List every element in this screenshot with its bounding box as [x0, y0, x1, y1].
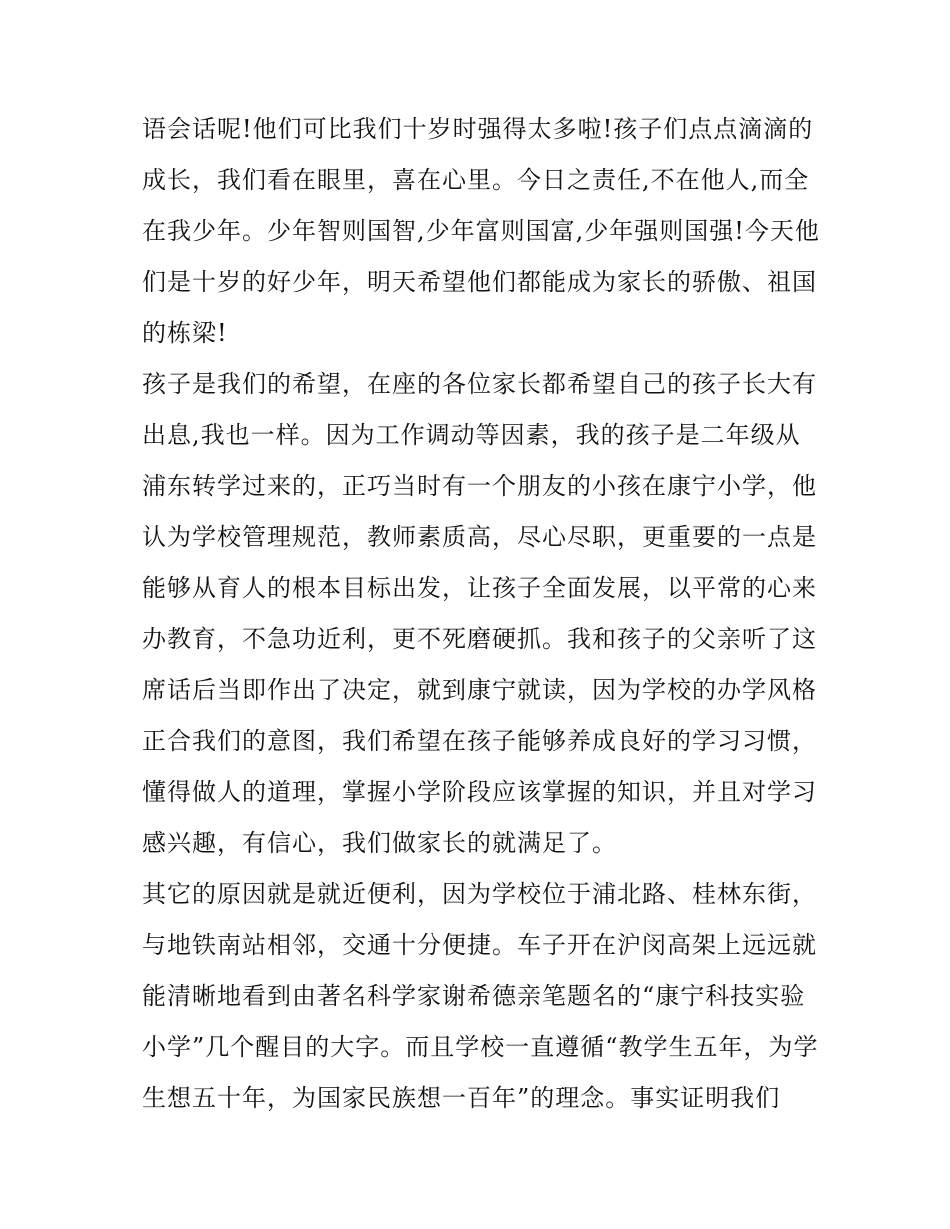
- document-body: [142, 104, 822, 1124]
- text-line: 认为学校管理规范，教师素质高，尽心尽职，更重要的一点是: [142, 523, 817, 551]
- text-line: 正合我们的意图，我们希望在孩子能够养成良好的学习习惯，: [142, 727, 817, 755]
- text-line: 其它的原因就是就近便利，因为学校位于浦北路、桂林东街，: [142, 880, 817, 908]
- text-line: 与地铁南站相邻，交通十分便捷。车子开在沪闵高架上远远就: [142, 931, 817, 959]
- text-line: 办教育，不急功近利，更不死磨硬抓。我和孩子的父亲听了这: [142, 625, 817, 653]
- text-line: 孩子是我们的希望，在座的各位家长都希望自己的孩子长大有: [142, 370, 817, 398]
- text-line: 席话后当即作出了决定，就到康宁就读，因为学校的办学风格: [142, 676, 817, 704]
- text-line: 的栋梁!: [142, 319, 228, 347]
- text-line: 感兴趣，有信心，我们做家长的就满足了。: [142, 829, 617, 857]
- text-line: 出息,我也一样。因为工作调动等因素，我的孩子是二年级从: [142, 421, 801, 449]
- text-line: 能清晰地看到由著名科学家谢希德亲笔题名的“康宁科技实验: [142, 982, 806, 1010]
- text-line: 浦东转学过来的，正巧当时有一个朋友的小孩在康宁小学，他: [142, 472, 817, 500]
- text-line: 在我少年。少年智则国智,少年富则国富,少年强则国强!今天他: [142, 217, 820, 245]
- text-line: 小学”几个醒目的大字。而且学校一直遵循“教学生五年，为学: [142, 1033, 819, 1061]
- paragraph-1: [142, 104, 822, 359]
- text-line: 成长，我们看在眼里，喜在心里。今日之责任,不在他人,而全: [142, 166, 810, 194]
- text-line: 懂得做人的道理，掌握小学阶段应该掌握的知识，并且对学习: [142, 778, 817, 806]
- text-line: 们是十岁的好少年，明天希望他们都能成为家长的骄傲、祖国: [142, 268, 817, 296]
- text-line: 能够从育人的根本目标出发，让孩子全面发展，以平常的心来: [142, 574, 817, 602]
- text-line: 语会话呢!他们可比我们十岁时强得太多啦!孩子们点点滴滴的: [142, 115, 814, 143]
- paragraph-3: [142, 869, 822, 1124]
- text-line: 生想五十年，为国家民族想一百年”的理念。事实证明我们: [142, 1084, 781, 1112]
- paragraph-2: [142, 359, 822, 869]
